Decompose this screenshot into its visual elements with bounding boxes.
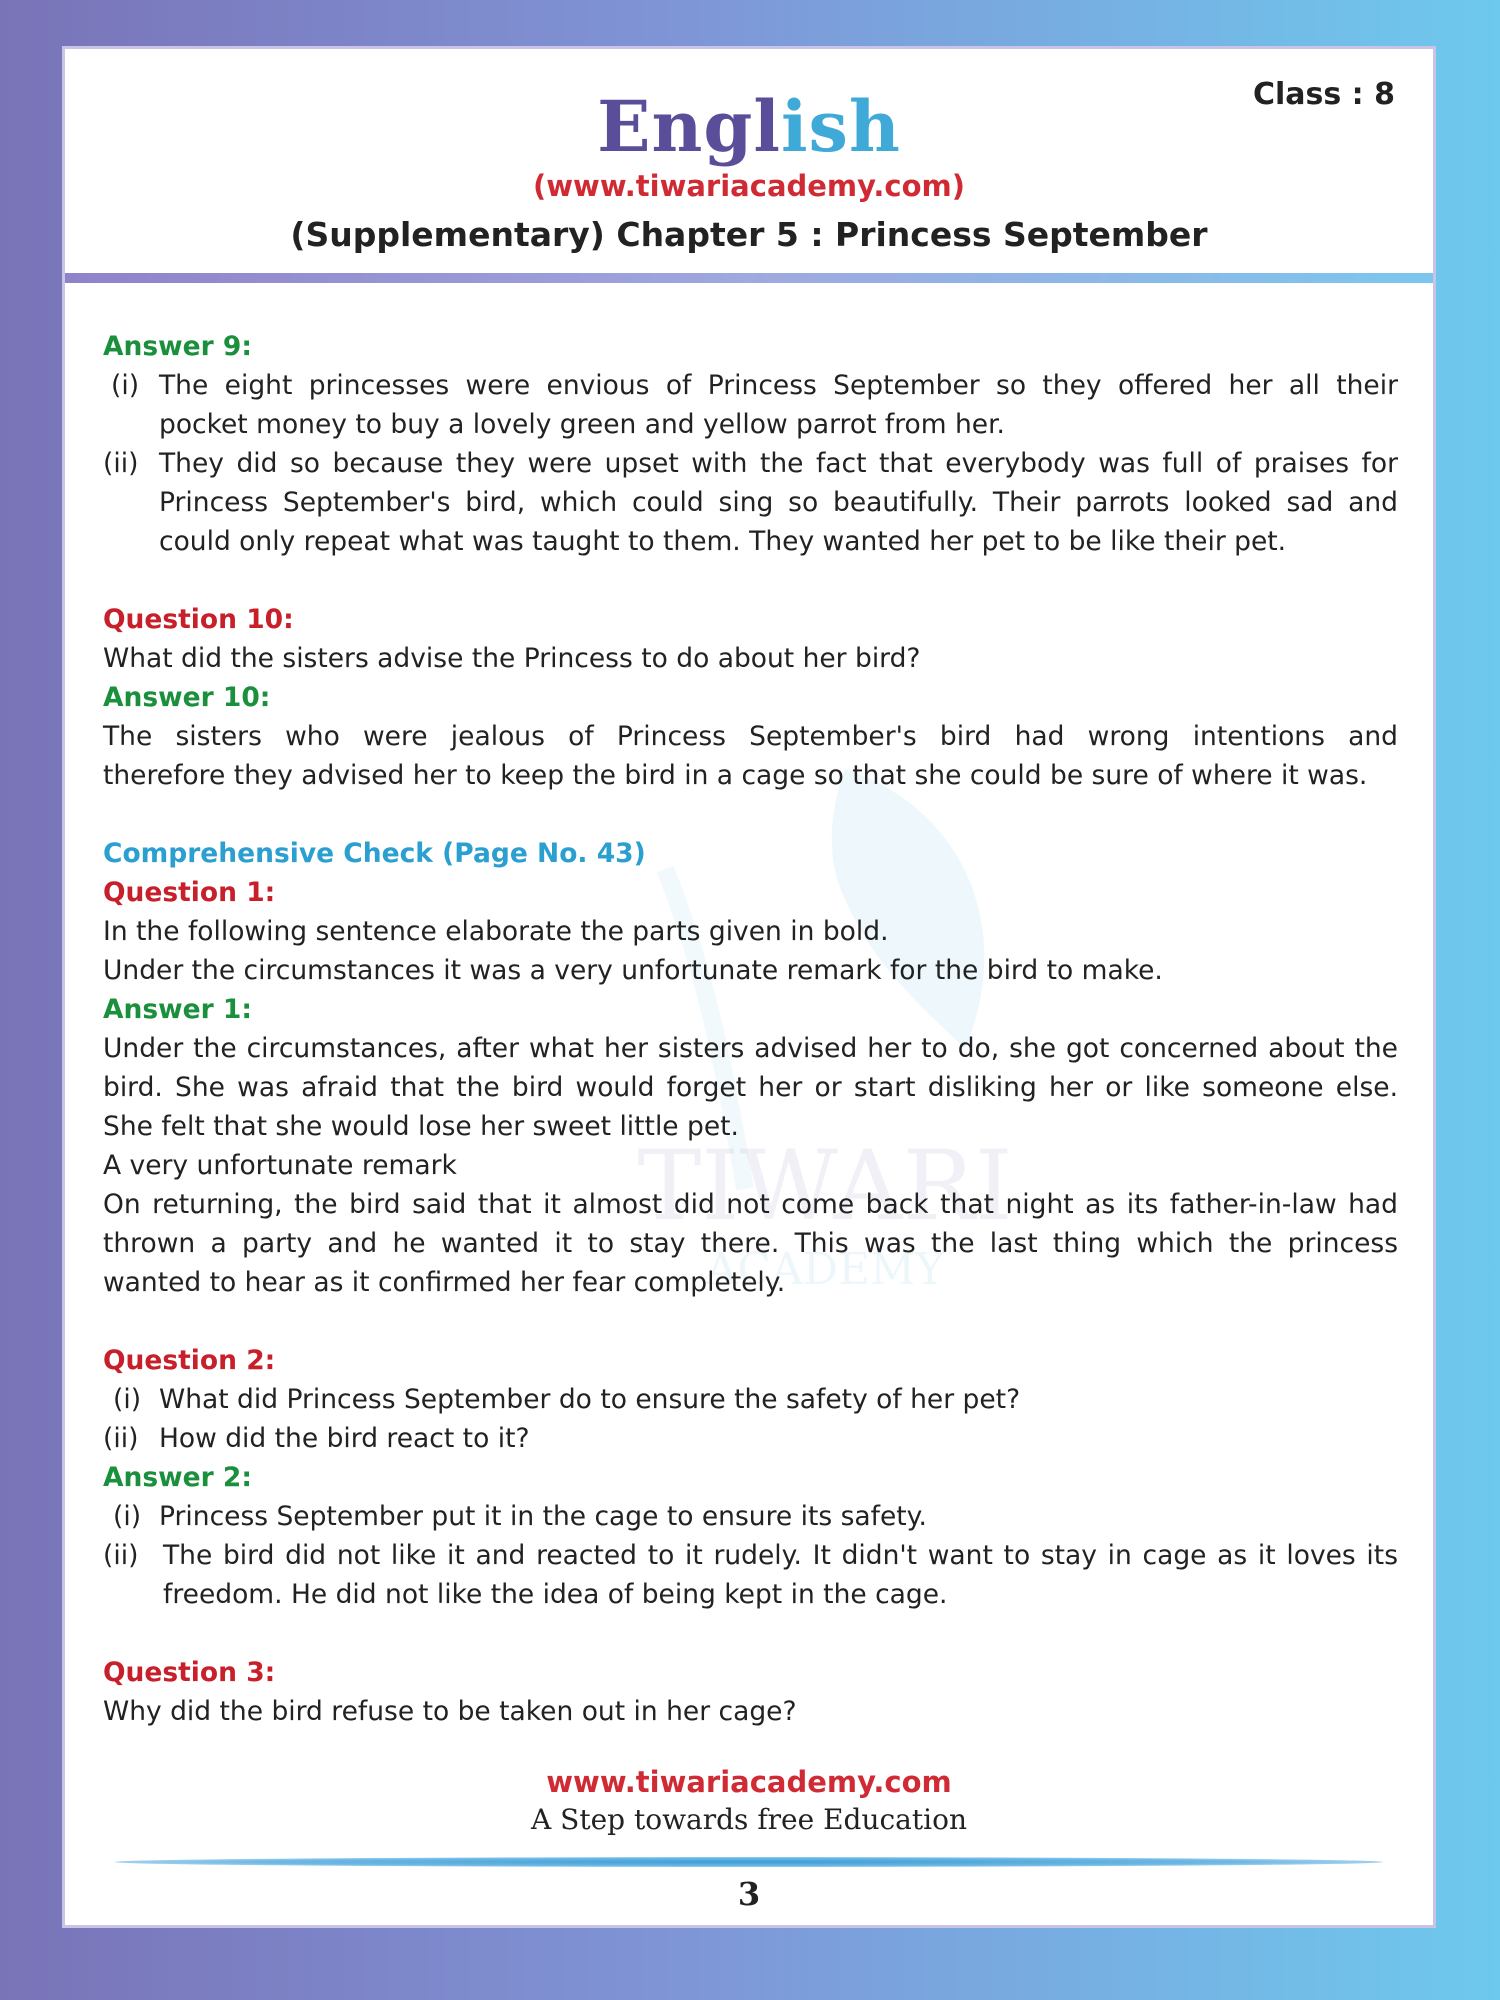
answer-2-item-1	[103, 1497, 1398, 1536]
question-1-text: Under the circumstances it was a very unfortunate remark for the bird to make.	[103, 955, 1163, 986]
answer-10-text: therefore they advised her to keep the bird in a cage so that she could be sure of where it was.	[103, 760, 1368, 791]
class-label: Class : 8	[1252, 77, 1395, 112]
answer-1-heading: Answer 1:	[103, 994, 252, 1025]
question-1-text: In the following sentence elaborate the parts given in bold.	[103, 916, 889, 947]
footer-divider	[115, 1857, 1383, 1867]
watermark-text-1: TIWARI	[637, 1130, 1013, 1242]
answer-10-heading: Answer 10:	[103, 682, 271, 713]
question-2-heading: Question 2:	[103, 1345, 276, 1376]
item-number: (i)	[111, 370, 140, 401]
answer-1-text: thrown a party and he wanted it to stay there. This was the last thing which the princess	[103, 1228, 1398, 1259]
answer-10-text: The sisters who were jealous of Princess September's bird had wrong intentions and	[103, 721, 1398, 752]
item-number: (ii)	[103, 1540, 139, 1571]
item-text: The eight princesses were envious of Princess September so they offered her all their	[159, 370, 1398, 401]
footer-tagline: A Step towards free Education	[531, 1803, 967, 1836]
question-2-item-2	[103, 1419, 1398, 1458]
item-text: The bird did not like it and reacted to it rudely. It didn't want to stay in cage as it loves its	[163, 1540, 1398, 1571]
item-text: could only repeat what was taught to them. They wanted her pet to be like their pet.	[159, 526, 1287, 557]
answer-1-text: She felt that she would lose her sweet little pet.	[103, 1111, 739, 1142]
question-3-text: Why did the bird refuse to be taken out in her cage?	[103, 1696, 797, 1727]
question-10-heading: Question 10:	[103, 604, 294, 635]
answer-9-heading: Answer 9:	[103, 331, 252, 362]
header-divider	[65, 273, 1433, 283]
item-text: How did the bird react to it?	[159, 1423, 530, 1454]
question-10-text: What did the sisters advise the Princess to do about her bird?	[103, 643, 921, 674]
page-header	[65, 49, 1433, 277]
subject-title-part2: ish	[780, 85, 901, 168]
item-number: (ii)	[103, 448, 139, 479]
item-text: pocket money to buy a lovely green and yellow parrot from her.	[159, 409, 1005, 440]
item-number: (ii)	[103, 1423, 139, 1454]
item-text: Princess September's bird, which could sing so beautifully. Their parrots looked sad and	[159, 487, 1398, 518]
question-2-item-1	[103, 1380, 1398, 1419]
answer-1-text: wanted to hear as it confirmed her fear completely.	[103, 1267, 786, 1298]
item-number: (i)	[113, 1501, 142, 1532]
subject-title-part1: Engl	[597, 85, 781, 168]
page	[62, 46, 1436, 1928]
answer-1-text: On returning, the bird said that it almost did not come back that night as its father-in-law had	[103, 1189, 1398, 1220]
comprehensive-check-heading: Comprehensive Check (Page No. 43)	[103, 838, 646, 869]
chapter-title: (Supplementary) Chapter 5 : Princess September	[290, 215, 1208, 254]
answer-9-item-2	[103, 444, 1398, 483]
answer-1-text: bird. She was afraid that the bird would forget her or start disliking her or like someone else.	[103, 1072, 1398, 1103]
question-3-heading: Question 3:	[103, 1657, 276, 1688]
answer-2-heading: Answer 2:	[103, 1462, 252, 1493]
content	[103, 327, 1398, 1731]
answer-1-text: A very unfortunate remark	[103, 1150, 457, 1181]
item-text: They did so because they were upset with the fact that everybody was full of praises for	[159, 448, 1398, 479]
page-number: 3	[737, 1875, 761, 1913]
question-1-heading: Question 1:	[103, 877, 276, 908]
answer-9-item-1	[103, 366, 1398, 405]
item-text: What did Princess September do to ensure the safety of her pet?	[159, 1384, 1021, 1415]
answer-2-item-2	[103, 1536, 1398, 1575]
answer-1-text: Under the circumstances, after what her sisters advised her to do, she got concerned about the	[103, 1033, 1398, 1064]
header-site-link[interactable]: (www.tiwariacademy.com)	[532, 169, 965, 203]
item-text: Princess September put it in the cage to ensure its safety.	[159, 1501, 927, 1532]
item-text: freedom. He did not like the idea of being kept in the cage.	[163, 1579, 948, 1610]
watermark-text-2: ACADEMY	[705, 1244, 945, 1295]
item-number: (i)	[113, 1384, 142, 1415]
footer-site-link[interactable]: www.tiwariacademy.com	[546, 1765, 952, 1799]
subject-title	[65, 85, 1433, 168]
